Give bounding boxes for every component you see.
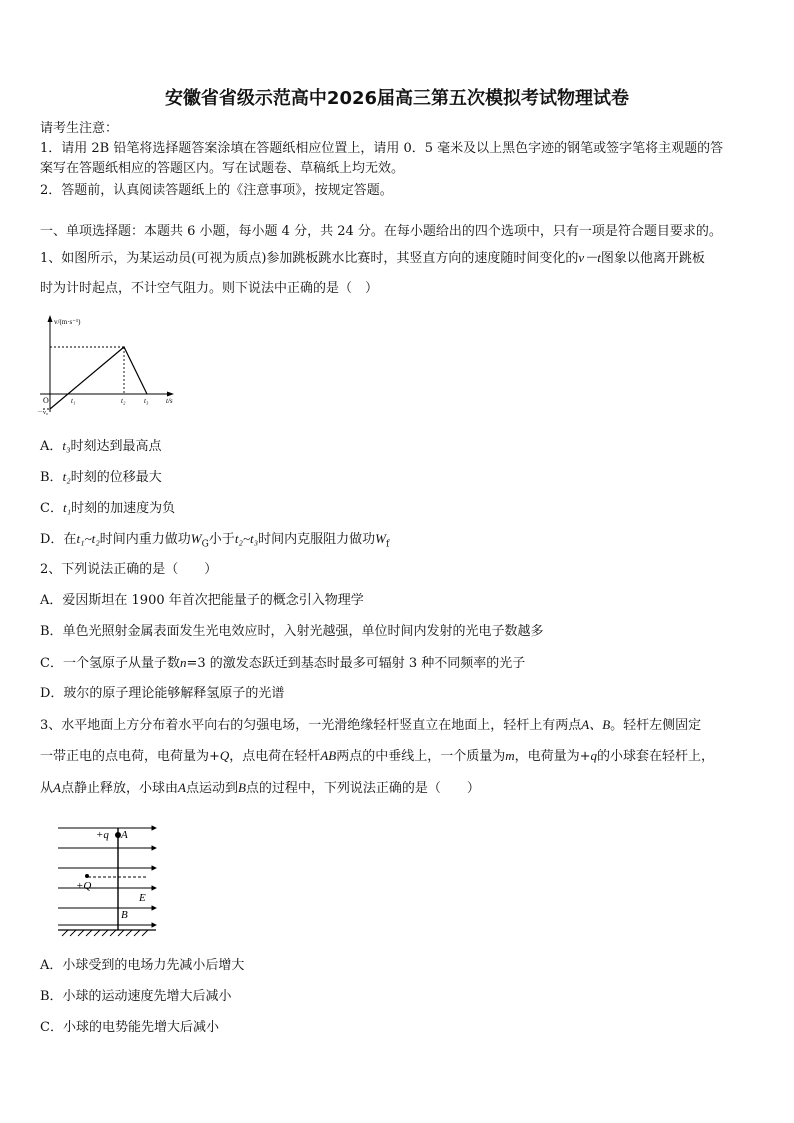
q1-option-c-var: t₁ [62,500,72,515]
q1-option-d-var2: W [190,531,202,546]
q1-graph-t1: t₁ [71,397,76,405]
q1-option-d-text1: 时间内重力做功 [99,532,191,547]
q1-option-d-var4: W [375,531,386,546]
q1-graph-xlabel: t/s [166,397,173,405]
q1-option-d-label: D．在 [40,532,77,547]
q3-line3-text-c: 点运动到 [185,781,238,796]
q1-stem-line-1 [40,250,705,267]
q3-line3-text-d: 点的过程中，下列说法正确的是（ ） [245,781,480,796]
q3-line2-var4: q [590,748,598,763]
q3-line3-var2: A [177,780,186,795]
q3-line3-var1: A [53,780,61,795]
exam-title: 安徽省省级示范高中2026届高三第五次模拟考试物理试卷 [164,88,630,109]
q1-option-d-sub4: f [385,539,390,550]
q3-field-figure [48,818,173,943]
q1-graph-neg-v0: －v₀ [37,410,49,416]
q3-fig-plus-Q: +Q [76,880,92,892]
notice-heading: 请考生注意： [40,121,119,136]
q1-option-a-text: 时刻达到最高点 [70,439,162,454]
q3-line1-text-b: 。轻杆左侧固定 [610,718,702,733]
notice-item-1-line-2: 案写在答题纸相应的答题区内。写在试题卷、草稿纸上均无效。 [40,161,405,176]
q3-line3-var3: B [237,780,246,795]
q1-option-a-var: t₃ [62,438,71,453]
q1-graph-ylabel: v/(m·s⁻¹) [54,318,81,326]
q1-stem-line-2: 时为计时起点，不计空气阻力。则下说法中正确的是（ ） [40,281,379,296]
q1-option-c [40,500,175,517]
q3-line2-var1: Q [219,748,230,763]
q3-option-b: B．小球的运动速度先增大后减小 [40,989,232,1004]
q1-option-b-label: B． [40,470,63,485]
q3-line2-text-d: ，电荷量为+ [514,749,591,764]
q1-option-a-label: A． [40,439,63,454]
q2-option-b: B．单色光照射金属表面发生光电效应时，入射光越强，单位时间内发射的光电子数越多 [40,624,544,639]
q3-line1-var: A、B [581,717,611,732]
q2-option-d: D．玻尔的原子理论能够解释氢原子的光谱 [40,686,285,701]
q1-option-d-text3: 时间内克服阻力做功 [258,532,376,547]
q3-line3-text-a: 从 [40,781,54,796]
q2-option-c-text-a: C．一个氢原子从量子数 [40,656,180,671]
q1-option-a [40,438,162,455]
q3-stem-line-1 [40,717,701,734]
q1-vt-graph [36,312,186,422]
q3-line2-text-a: 一带正电的点电荷，电荷量为+ [40,749,220,764]
q1-option-b [40,469,162,486]
q3-line2-text-e: 的小球套在轻杆上， [597,749,715,764]
section-heading: 一、单项选择题：本题共 6 小题，每小题 4 分，共 24 分。在每小题给出的四个选项中，只有一项是符合题目要求的。 [40,224,722,239]
q1-option-c-label: C． [40,501,63,516]
q3-line1-text-a: 3、水平地面上方分布着水平向右的匀强电场，一光滑绝缘轻杆竖直立在地面上，轻杆上有两点 [40,718,582,733]
q1-option-c-text: 时刻的加速度为负 [71,501,176,516]
q1-option-d-var1: t₁~t₂ [76,531,100,546]
q2-option-a: A．爱因斯坦在 1900 年首次把能量子的概念引入物理学 [40,593,364,608]
q1-option-b-var: t₂ [62,469,71,484]
q3-stem-line-3 [40,780,480,797]
q1-graph-t2: t₂ [121,397,126,405]
q1-graph-t3: t₃ [144,397,149,405]
q1-graph-origin: O [43,396,49,405]
q1-option-d [40,531,389,553]
notice-item-2: 2．答题前，认真阅读答题纸上的《注意事项》，按规定答题。 [40,183,393,198]
q3-fig-field-e: E [139,892,146,904]
q3-option-c: C．小球的电势能先增大后减小 [40,1020,219,1035]
q2-option-c [40,655,525,672]
q1-stem-var-vt: v－t [578,250,601,265]
q3-fig-point-b: B [121,909,128,921]
q3-line2-var3: m [505,748,515,763]
q1-option-d-text2: 小于 [208,532,235,547]
q2-stem: 2、下列说法正确的是（ ） [40,562,218,577]
q2-option-c-var: n [179,655,187,670]
q3-option-a: A．小球受到的电场力先减小后增大 [40,958,245,973]
q1-option-b-text: 时刻的位移最大 [70,470,162,485]
q1-option-d-sub2: G [201,539,209,550]
q1-option-d-var3: t₂~t₃ [234,531,259,546]
q3-line3-text-b: 点静止释放，小球由 [60,781,178,796]
q3-fig-plus-q: +q [96,829,109,841]
q3-stem-line-2 [40,748,714,765]
q3-fig-point-a: A [121,829,128,841]
q1-stem-text-b: 图象以他离开跳板 [600,251,705,266]
q3-line2-var2: AB [320,748,337,763]
q3-line2-text-c: 两点的中垂线上，一个质量为 [336,749,506,764]
q3-line2-text-b: ，点电荷在轻杆 [229,749,321,764]
notice-item-1-line-1: 1．请用 2B 铅笔将选择题答案涂填在答题纸相应位置上，请用 0．5 毫米及以上黑色字迹的钢笔或签字笔将主观题的答 [40,141,724,156]
q1-stem-text-a: 1、如图所示，为某运动员(可视为质点)参加跳板跳水比赛时，其竖直方向的速度随时间变化的 [40,251,579,266]
q2-option-c-text-b: =3 的激发态跃迁到基态时最多可辐射 3 种不同频率的光子 [186,656,526,671]
